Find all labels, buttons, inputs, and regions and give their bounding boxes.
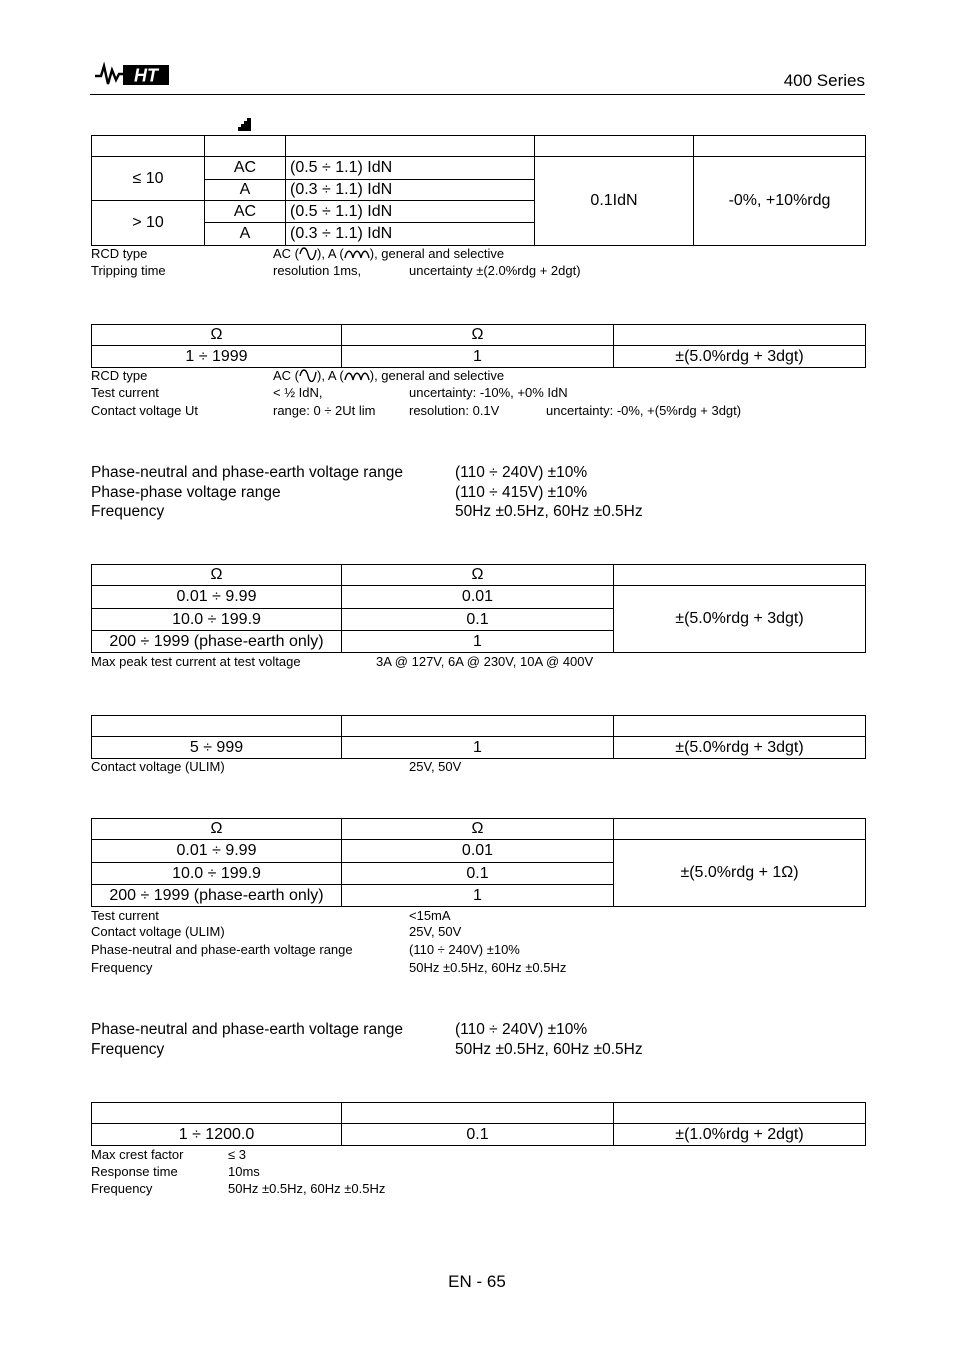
spec-value: (110 ÷ 415V) ±10% — [455, 484, 588, 501]
note-value: 25V, 50V — [409, 924, 462, 939]
note-label: Frequency — [91, 1181, 153, 1196]
spec-label: Phase-phase voltage range — [91, 484, 281, 501]
uncertainty-cell: -0%, +10%rdg — [694, 157, 866, 246]
note-value: uncertainty: -0%, +(5%rdg + 3dgt) — [546, 403, 742, 418]
range-cell: 1 ÷ 1999 — [92, 346, 342, 368]
note-value: < ½ IdN, — [273, 385, 323, 400]
earth-resistance-table — [91, 324, 866, 368]
series-title: 400 Series — [783, 71, 865, 90]
pulsating-dc-wave-icon — [344, 247, 370, 260]
note-label: RCD type — [91, 368, 148, 383]
note-label: Max peak test current at test voltage — [91, 654, 301, 669]
note-value: (110 ÷ 240V) ±10% — [409, 942, 520, 957]
note-value: 50Hz ±0.5Hz, 60Hz ±0.5Hz — [409, 960, 567, 975]
note-value: resolution: 0.1V — [409, 403, 500, 418]
note-label: Contact voltage Ut — [91, 403, 198, 418]
ohm-header: Ω — [92, 565, 342, 586]
header-cell — [614, 325, 866, 346]
range-cell: 200 ÷ 1999 (phase-earth only) — [92, 885, 342, 907]
ohm-header: Ω — [92, 325, 342, 346]
spec-value: (110 ÷ 240V) ±10% — [455, 1021, 588, 1038]
resolution-cell: 1 — [342, 737, 614, 759]
spec-label: Phase-neutral and phase-earth voltage range — [91, 1021, 403, 1038]
note-value: uncertainty ±(2.0%rdg + 2dgt) — [409, 263, 581, 278]
range-cell: 1 ÷ 1200.0 — [92, 1124, 342, 1146]
ohm-header: Ω — [342, 325, 614, 346]
spec-label: Frequency — [91, 1041, 165, 1058]
range-cell: 0.01 ÷ 9.99 — [92, 840, 342, 863]
note-label: Response time — [91, 1164, 178, 1179]
range-cell: 10.0 ÷ 199.9 — [92, 863, 342, 885]
resolution-cell: 0.1IdN — [535, 157, 694, 246]
ohm-header: Ω — [92, 819, 342, 840]
note-label: Test current — [91, 385, 159, 400]
resolution-cell: 0.1 — [342, 863, 614, 885]
logo-text: HT — [134, 65, 158, 86]
rcd-trip-current-table — [91, 135, 866, 246]
spec-label: Frequency — [91, 503, 165, 520]
earth-loop-table — [91, 818, 866, 907]
current-cell: (0.5 ÷ 1.1) IdN — [286, 157, 535, 180]
uncertainty-cell: ±(5.0%rdg + 3dgt) — [614, 586, 866, 653]
note-label: RCD type — [91, 246, 148, 261]
current-cell: (0.5 ÷ 1.1) IdN — [286, 201, 535, 223]
spec-value: 50Hz ±0.5Hz, 60Hz ±0.5Hz — [455, 503, 643, 520]
note-label: Phase-neutral and phase-earth voltage range — [91, 942, 353, 957]
range-cell: 0.01 ÷ 9.99 — [92, 586, 342, 609]
range-cell: ≤ 10 — [92, 157, 205, 201]
header-rule — [90, 94, 865, 95]
resolution-cell: 1 — [342, 346, 614, 368]
resolution-cell: 1 — [342, 631, 614, 653]
note-label: Tripping time — [91, 263, 166, 278]
ac-wave-icon — [299, 369, 317, 382]
spec-value: (110 ÷ 240V) ±10% — [455, 464, 588, 481]
note-value: <15mA — [409, 908, 451, 923]
ramp-icon — [237, 118, 253, 131]
ht-logo — [93, 62, 173, 88]
type-cell: AC — [205, 201, 286, 223]
spec-value: 50Hz ±0.5Hz, 60Hz ±0.5Hz — [455, 1041, 643, 1058]
spec-label: Phase-neutral and phase-earth voltage range — [91, 464, 403, 481]
page-number: EN - 65 — [448, 1272, 506, 1291]
note-label: Contact voltage (ULIM) — [91, 924, 225, 939]
note-value: ≤ 3 — [228, 1147, 246, 1162]
rcd-type-value: AC ( ), A ( ), general and selective — [273, 368, 505, 383]
note-value: 10ms — [228, 1164, 260, 1179]
pulsating-dc-wave-icon — [344, 369, 370, 382]
rcd-type-value: AC ( ), A ( ), general and selective — [273, 246, 505, 261]
voltage-table — [91, 1102, 866, 1146]
uncertainty-cell: ±(1.0%rdg + 2dgt) — [614, 1124, 866, 1146]
note-label: Frequency — [91, 960, 153, 975]
note-value: 25V, 50V — [409, 759, 462, 774]
note-value: 3A @ 127V, 6A @ 230V, 10A @ 400V — [376, 654, 594, 669]
type-cell: AC — [205, 157, 286, 180]
uncertainty-cell: ±(5.0%rdg + 3dgt) — [614, 346, 866, 368]
range-cell: 200 ÷ 1999 (phase-earth only) — [92, 631, 342, 653]
note-label: Contact voltage (ULIM) — [91, 759, 225, 774]
current-cell: (0.3 ÷ 1.1) IdN — [286, 223, 535, 246]
note-value: 50Hz ±0.5Hz, 60Hz ±0.5Hz — [228, 1181, 386, 1196]
range-cell: > 10 — [92, 201, 205, 246]
note-value: uncertainty: -10%, +0% IdN — [409, 385, 568, 400]
note-label: Max crest factor — [91, 1147, 184, 1162]
note-value: range: 0 ÷ 2Ut lim — [273, 403, 376, 418]
resolution-cell: 0.1 — [342, 1124, 614, 1146]
range-cell: 5 ÷ 999 — [92, 737, 342, 759]
type-cell: A — [205, 180, 286, 201]
ohm-header: Ω — [342, 819, 614, 840]
note-value: resolution 1ms, — [273, 263, 362, 278]
ohm-header: Ω — [342, 565, 614, 586]
uncertainty-cell: ±(5.0%rdg + 1Ω) — [614, 840, 866, 907]
ac-wave-icon — [299, 247, 317, 260]
note-label: Test current — [91, 908, 159, 923]
line-impedance-table — [91, 564, 866, 653]
resolution-cell: 0.01 — [342, 586, 614, 609]
range-cell: 10.0 ÷ 199.9 — [92, 609, 342, 631]
contact-voltage-table — [91, 715, 866, 759]
type-cell: A — [205, 223, 286, 246]
resolution-cell: 0.01 — [342, 840, 614, 863]
resolution-cell: 1 — [342, 885, 614, 907]
resolution-cell: 0.1 — [342, 609, 614, 631]
uncertainty-cell: ±(5.0%rdg + 3dgt) — [614, 737, 866, 759]
current-cell: (0.3 ÷ 1.1) IdN — [286, 180, 535, 201]
